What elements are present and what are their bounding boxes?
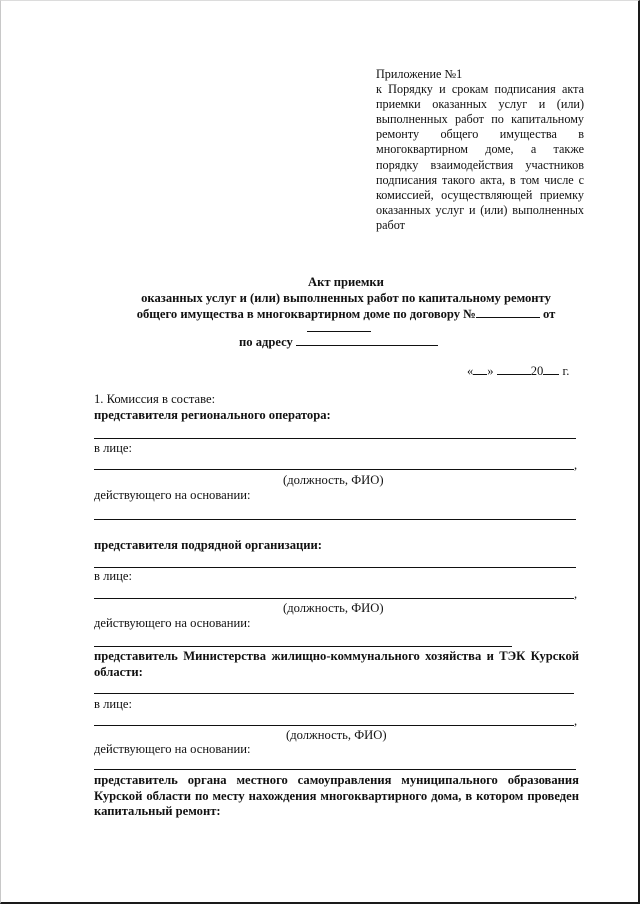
address-blank [296,334,438,346]
appendix-title: Приложение №1 [376,67,463,81]
regional-operator-label: представителя регионального оператора: [94,408,331,422]
position-caption-2: (должность, ФИО) [283,601,384,615]
basis-line-2 [94,646,512,647]
basis-line-3 [94,769,576,770]
regional-operator-line [94,438,576,439]
position-line-1 [94,469,574,470]
act-title-line2: оказанных услуг и (или) выполненных работ по капитальному ремонту [141,290,551,305]
year-suffix: г. [559,364,570,378]
basis-line-1 [94,519,576,520]
in-person-label-1: в лице: [94,441,132,455]
basis-label-1: действующего на основании: [94,488,251,502]
year-blank [543,364,559,375]
year-prefix: 20 [530,364,544,378]
position-line-3 [94,725,574,726]
appendix-header [376,67,584,233]
month-blank [497,364,531,375]
contractor-line [94,567,576,568]
address-line [239,334,438,350]
commission-intro: 1. Комиссия в составе: [94,392,216,406]
ministry-label: представитель Министерства жилищно-коммунального хозяйства и ТЭК Курской области: [94,649,579,679]
in-person-label-2: в лице: [94,569,132,583]
local-gov-label: представитель органа местного самоуправления муниципального образования Курской области по месту нахождения многоквартирного дома, в котором проведен капитальный ремонт: [94,773,579,819]
basis-label-3: действующего на основании: [94,742,251,756]
date-open-quote: « [467,364,474,378]
position-caption-3: (должность, ФИО) [286,728,387,742]
act-title-line3 [81,306,611,323]
act-title-line1: Акт приемки [308,275,384,289]
act-title [81,275,611,323]
in-person-label-3: в лице: [94,697,132,711]
appendix-body: к Порядку и срокам подписания акта приемки оказанных услуг и (или) выполненных работ по капитальному ремонту общего имущества в многоквартирном доме, а также порядку взаимодействия участников подписания такого акта, в том числе с комиссией, осуществляющей приемку оказанных услуг и (или) выполненных работ [376,82,584,232]
act-title-line3-prefix: общего имущества в многоквартирном доме по договору № [136,307,476,322]
comma-2: , [574,587,578,601]
day-blank [473,364,487,375]
contract-number-blank [476,306,540,318]
contractor-label: представителя подрядной организации: [94,538,322,552]
position-caption-1: (должность, ФИО) [283,473,384,487]
basis-label-2: действующего на основании: [94,616,251,630]
comma-1: , [574,458,578,472]
position-line-2 [94,598,574,599]
contract-date-blank [307,331,371,332]
act-title-line3-suffix: от [539,307,556,322]
date-line [467,364,569,379]
address-label: по адресу [239,335,296,349]
ministry-line [94,693,574,694]
comma-3: , [574,714,578,728]
date-close-quote: » [487,364,494,378]
